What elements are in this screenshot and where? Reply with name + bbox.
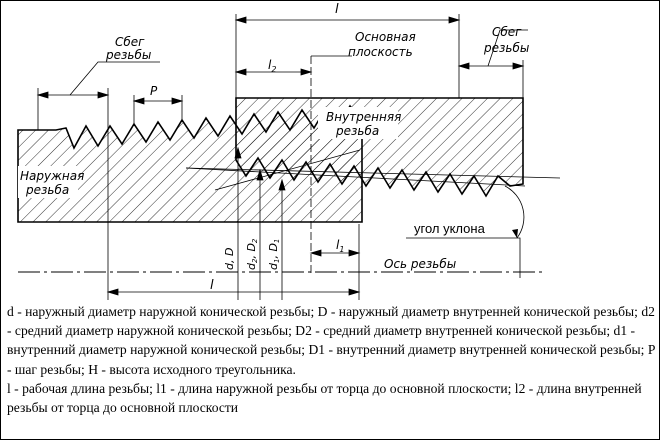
label-runout-right-1: Сбег xyxy=(492,25,522,39)
dim-runout-right-arrow-left xyxy=(459,63,469,69)
label-dim-d: d, D xyxy=(223,247,236,270)
label-thread-axis: Ось резьбы xyxy=(384,257,457,271)
label-external-2: резьба xyxy=(26,183,70,197)
dim-l-bottom-arrow-left xyxy=(108,289,118,295)
label-base-plane-2: плоскость xyxy=(348,45,413,59)
label-slope-angle: угол уклона xyxy=(414,221,485,236)
label-runout-right-2: резьбы xyxy=(484,41,530,55)
dim-l-bottom-arrow-right xyxy=(349,289,359,295)
dim-p-arrow-left xyxy=(134,98,144,104)
label-dim-d2: d2, D2 xyxy=(245,238,259,270)
dim-runout-right-arrow-right xyxy=(513,63,523,69)
slope-arc-arrow xyxy=(512,229,518,238)
dim-p-arrow-right xyxy=(172,98,182,104)
dim-runout-left-arrow-right xyxy=(98,92,108,98)
label-external-1: Наружная xyxy=(20,169,85,183)
runout-left-leader xyxy=(70,62,160,95)
caption-paragraph-1: d - наружный диаметр наружной конической резьбы; D - наружный диаметр внутренней конической резьбы; d2 - средний диаметр наружной конической резьбы; D2 - средний диаметр внутренней конической резьбы; d1 - внутренний диаметр наружной конической резьбы; D1 - внутренний диаметр внутренней конической резьбы; P - шаг резьбы; H - высота исходного треугольника. xyxy=(7,304,655,377)
label-l-top: l xyxy=(335,2,339,17)
label-dim-d1: d1, D1 xyxy=(267,238,281,270)
caption-paragraph-2: l - рабочая длина резьбы; l1 - длина наружной резьбы от торца до основной плоскости; l2 - длина внутренней резьбы от торца до основной плоскости xyxy=(7,380,642,416)
caption xyxy=(7,302,655,417)
label-runout-left-1: Сбег xyxy=(115,35,145,49)
label-base-plane-1: Основная xyxy=(355,30,416,44)
dim-l1-arrow-left xyxy=(311,250,321,256)
dim-l2-arrow-right xyxy=(301,69,311,75)
label-internal-2: резьба xyxy=(336,124,380,138)
label-l1: $l_1$ xyxy=(336,238,345,254)
dim-l1-arrow-right xyxy=(349,250,359,256)
label-l2: $l_2$ xyxy=(268,58,277,74)
label-p: P xyxy=(150,84,158,98)
label-internal-1: Внутренняя xyxy=(326,110,402,124)
label-runout-left-2: резьбы xyxy=(106,48,152,62)
label-l-bottom: l xyxy=(210,278,214,293)
dim-l2-arrow-left xyxy=(236,69,246,75)
dim-runout-left-arrow-left xyxy=(38,92,48,98)
dim-l-top-arrow-left xyxy=(236,17,246,23)
dim-l-top-arrow-right xyxy=(449,17,459,23)
